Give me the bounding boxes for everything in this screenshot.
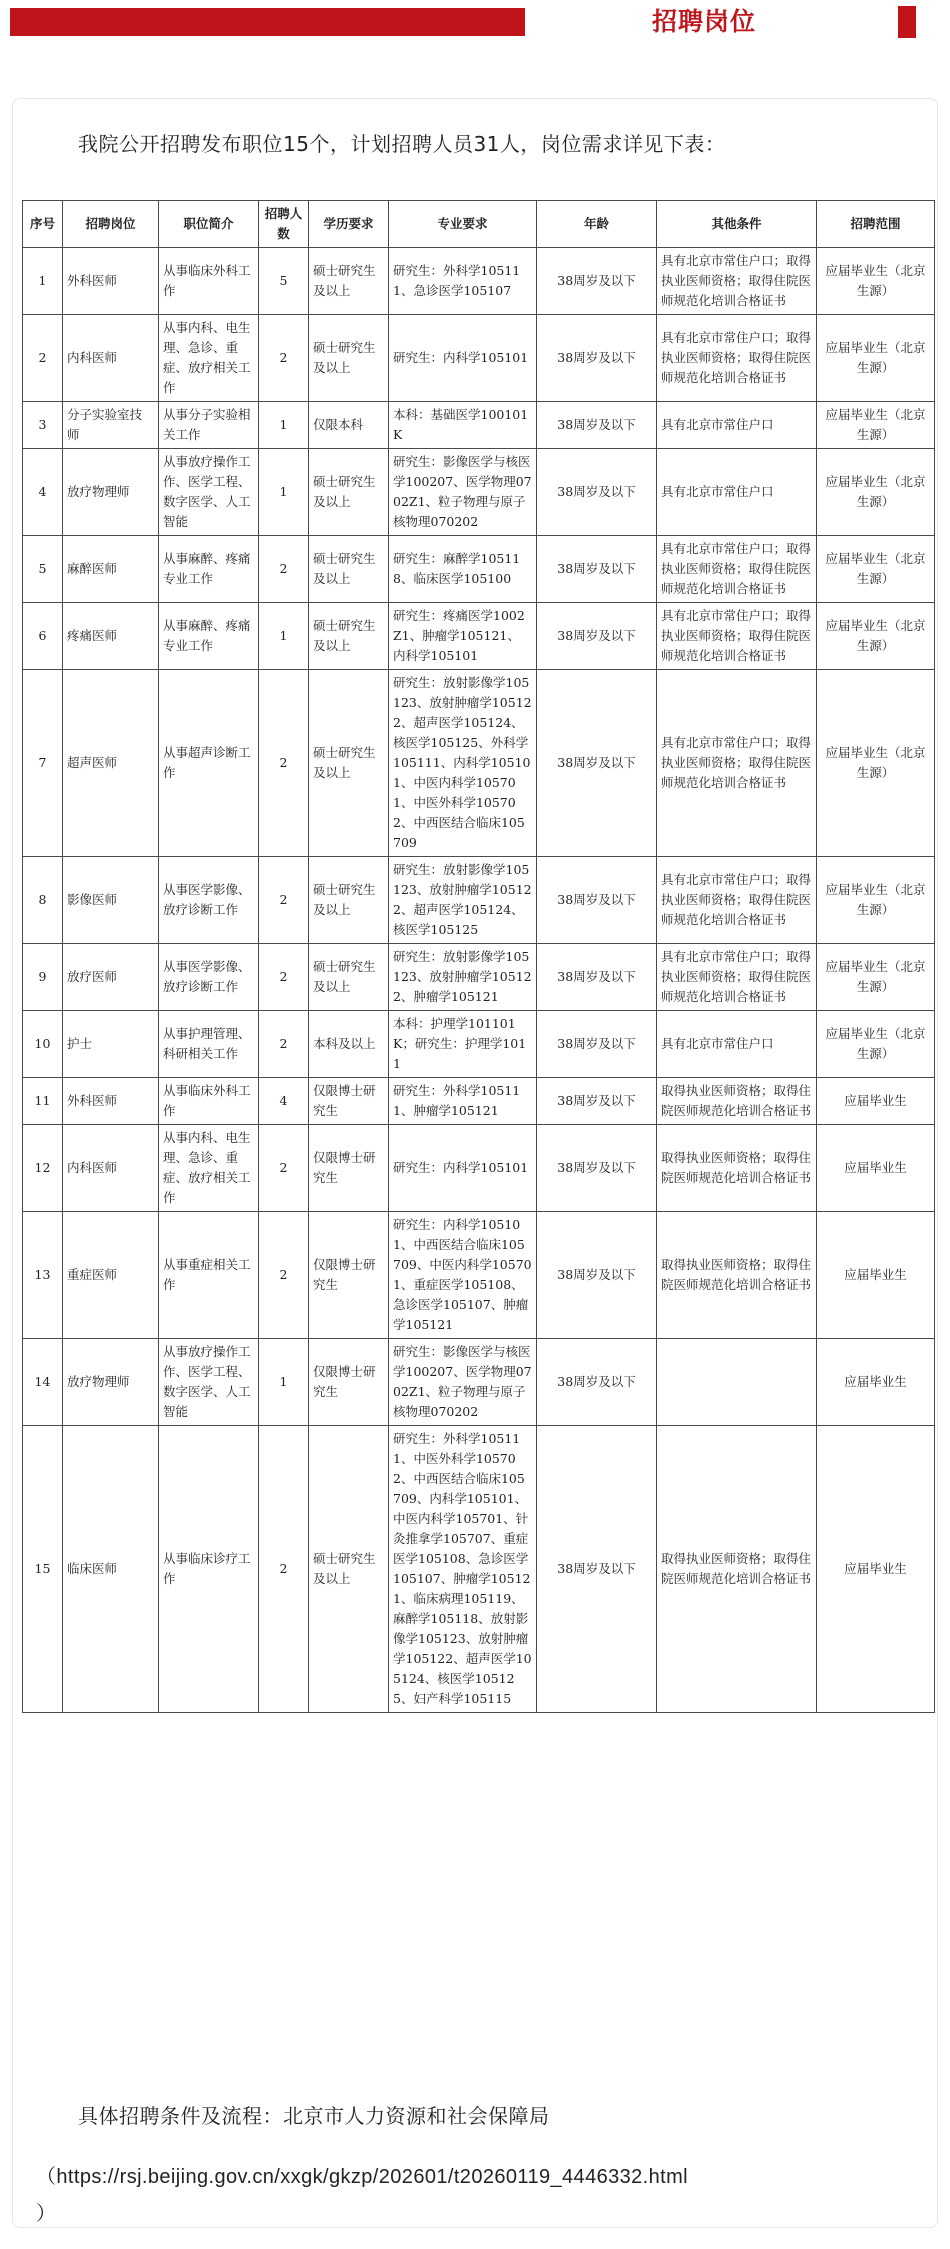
cell-age: 38周岁及以下	[537, 315, 657, 402]
cell-count: 1	[259, 449, 309, 536]
cell-education: 硕士研究生及以上	[309, 315, 389, 402]
cell-conditions: 具有北京市常住户口	[657, 1011, 817, 1078]
cell-no: 4	[23, 449, 63, 536]
cell-major: 研究生：麻醉学105118、临床医学105100	[389, 536, 537, 603]
cell-scope: 应届毕业生	[817, 1339, 935, 1426]
col-header-education: 学历要求	[309, 201, 389, 248]
cell-scope: 应届毕业生（北京生源）	[817, 1011, 935, 1078]
cell-scope: 应届毕业生（北京生源）	[817, 536, 935, 603]
cell-conditions: 具有北京市常住户口；取得执业医师资格；取得住院医师规范化培训合格证书	[657, 857, 817, 944]
intro-text: 我院公开招聘发布职位15个，计划招聘人员31人，岗位需求详见下表：	[78, 132, 726, 156]
cell-age: 38周岁及以下	[537, 1339, 657, 1426]
footer-note: 具体招聘条件及流程：北京市人力资源和社会保障局	[78, 2104, 550, 2128]
cell-conditions: 取得执业医师资格；取得住院医师规范化培训合格证书	[657, 1426, 817, 1713]
cell-position: 影像医师	[63, 857, 159, 944]
cell-age: 38周岁及以下	[537, 248, 657, 315]
cell-scope: 应届毕业生	[817, 1078, 935, 1125]
cell-description: 从事麻醉、疼痛专业工作	[159, 603, 259, 670]
cell-education: 仅限博士研究生	[309, 1212, 389, 1339]
cell-scope: 应届毕业生（北京生源）	[817, 603, 935, 670]
cell-conditions: 具有北京市常住户口；取得执业医师资格；取得住院医师规范化培训合格证书	[657, 944, 817, 1011]
cell-age: 38周岁及以下	[537, 944, 657, 1011]
cell-count: 2	[259, 1426, 309, 1713]
table-row	[23, 449, 935, 536]
table-row	[23, 1011, 935, 1078]
cell-education: 硕士研究生及以上	[309, 248, 389, 315]
cell-conditions: 具有北京市常住户口；取得执业医师资格；取得住院医师规范化培训合格证书	[657, 248, 817, 315]
col-header-conditions: 其他条件	[657, 201, 817, 248]
cell-education: 本科及以上	[309, 1011, 389, 1078]
cell-education: 仅限博士研究生	[309, 1078, 389, 1125]
cell-description: 从事放疗操作工作、医学工程、数字医学、人工智能	[159, 449, 259, 536]
cell-count: 2	[259, 670, 309, 857]
cell-conditions: 具有北京市常住户口	[657, 449, 817, 536]
cell-position: 放疗医师	[63, 944, 159, 1011]
recruitment-table	[22, 200, 935, 1713]
cell-education: 硕士研究生及以上	[309, 857, 389, 944]
cell-major: 研究生：疼痛医学1002Z1、肿瘤学105121、内科学105101	[389, 603, 537, 670]
footer-link[interactable]: （https://rsj.beijing.gov.cn/xxgk/gkzp/202601/t20260119_4446332.html	[36, 2166, 689, 2188]
cell-no: 14	[23, 1339, 63, 1426]
cell-no: 6	[23, 603, 63, 670]
cell-major: 研究生：放射影像学105123、放射肿瘤学105122、超声医学105124、核医学105125、外科学105111、内科学105101、中医内科学105701、中医外科学105702、中西医结合临床105709	[389, 670, 537, 857]
cell-description: 从事分子实验相关工作	[159, 402, 259, 449]
table-row	[23, 1426, 935, 1713]
section-header	[0, 0, 950, 48]
cell-no: 8	[23, 857, 63, 944]
cell-education: 仅限本科	[309, 402, 389, 449]
cell-conditions: 取得执业医师资格；取得住院医师规范化培训合格证书	[657, 1078, 817, 1125]
cell-education: 硕士研究生及以上	[309, 536, 389, 603]
col-header-scope: 招聘范围	[817, 201, 935, 248]
table-row	[23, 402, 935, 449]
cell-no: 15	[23, 1426, 63, 1713]
cell-major: 研究生：影像医学与核医学100207、医学物理0702Z1、粒子物理与原子核物理070202	[389, 449, 537, 536]
cell-age: 38周岁及以下	[537, 1426, 657, 1713]
cell-description: 从事内科、电生理、急诊、重症、放疗相关工作	[159, 1125, 259, 1212]
cell-education: 硕士研究生及以上	[309, 670, 389, 857]
cell-age: 38周岁及以下	[537, 603, 657, 670]
table-row	[23, 536, 935, 603]
table-row	[23, 1125, 935, 1212]
cell-no: 11	[23, 1078, 63, 1125]
cell-count: 1	[259, 603, 309, 670]
cell-age: 38周岁及以下	[537, 857, 657, 944]
cell-major: 研究生：内科学105101	[389, 1125, 537, 1212]
cell-position: 外科医师	[63, 1078, 159, 1125]
cell-no: 5	[23, 536, 63, 603]
cell-major: 研究生：放射影像学105123、放射肿瘤学105122、肿瘤学105121	[389, 944, 537, 1011]
cell-scope: 应届毕业生	[817, 1212, 935, 1339]
cell-age: 38周岁及以下	[537, 1078, 657, 1125]
cell-major: 研究生：外科学105111、中医外科学105702、中西医结合临床105709、内科学105101、中医内科学105701、针灸推拿学105707、重症医学105108、急诊医学105107、肿瘤学105121、临床病理105119、麻醉学105118、放射影像学105123、放射肿瘤学105122、超声医学105124、核医学105125、妇产科学105115	[389, 1426, 537, 1713]
cell-count: 2	[259, 857, 309, 944]
cell-position: 疼痛医师	[63, 603, 159, 670]
col-header-age: 年龄	[537, 201, 657, 248]
cell-scope: 应届毕业生	[817, 1426, 935, 1713]
table-row	[23, 670, 935, 857]
cell-description: 从事放疗操作工作、医学工程、数字医学、人工智能	[159, 1339, 259, 1426]
cell-education: 仅限博士研究生	[309, 1125, 389, 1212]
footer-link-close: ）	[36, 2203, 56, 2225]
cell-description: 从事麻醉、疼痛专业工作	[159, 536, 259, 603]
cell-position: 超声医师	[63, 670, 159, 857]
cell-conditions: 具有北京市常住户口	[657, 402, 817, 449]
cell-scope: 应届毕业生（北京生源）	[817, 944, 935, 1011]
cell-major: 研究生：外科学105111、肿瘤学105121	[389, 1078, 537, 1125]
cell-count: 5	[259, 248, 309, 315]
header-red-tab	[898, 6, 916, 38]
cell-scope: 应届毕业生（北京生源）	[817, 402, 935, 449]
cell-major: 研究生：内科学105101	[389, 315, 537, 402]
cell-education: 硕士研究生及以上	[309, 944, 389, 1011]
cell-no: 12	[23, 1125, 63, 1212]
cell-age: 38周岁及以下	[537, 1125, 657, 1212]
cell-description: 从事临床诊疗工作	[159, 1426, 259, 1713]
cell-description: 从事超声诊断工作	[159, 670, 259, 857]
cell-conditions: 具有北京市常住户口；取得执业医师资格；取得住院医师规范化培训合格证书	[657, 670, 817, 857]
col-header-position: 招聘岗位	[63, 201, 159, 248]
cell-position: 重症医师	[63, 1212, 159, 1339]
table-row	[23, 944, 935, 1011]
col-header-major: 专业要求	[389, 201, 537, 248]
cell-count: 2	[259, 536, 309, 603]
col-header-no: 序号	[23, 201, 63, 248]
header-red-bar	[10, 8, 525, 36]
table-row	[23, 603, 935, 670]
cell-count: 1	[259, 1339, 309, 1426]
table-row	[23, 1212, 935, 1339]
cell-position: 分子实验室技师	[63, 402, 159, 449]
cell-scope: 应届毕业生	[817, 1125, 935, 1212]
cell-description: 从事医学影像、放疗诊断工作	[159, 944, 259, 1011]
cell-education: 仅限博士研究生	[309, 1339, 389, 1426]
cell-position: 外科医师	[63, 248, 159, 315]
cell-conditions: 具有北京市常住户口；取得执业医师资格；取得住院医师规范化培训合格证书	[657, 536, 817, 603]
cell-count: 2	[259, 1011, 309, 1078]
cell-count: 1	[259, 402, 309, 449]
cell-education: 硕士研究生及以上	[309, 603, 389, 670]
cell-major: 研究生：影像医学与核医学100207、医学物理0702Z1、粒子物理与原子核物理070202	[389, 1339, 537, 1426]
cell-no: 7	[23, 670, 63, 857]
cell-no: 9	[23, 944, 63, 1011]
table-header-row	[23, 201, 935, 248]
cell-no: 10	[23, 1011, 63, 1078]
cell-description: 从事重症相关工作	[159, 1212, 259, 1339]
cell-major: 研究生：内科学105101、中西医结合临床105709、中医内科学105701、重症医学105108、急诊医学105107、肿瘤学105121	[389, 1212, 537, 1339]
cell-age: 38周岁及以下	[537, 1212, 657, 1339]
cell-education: 硕士研究生及以上	[309, 1426, 389, 1713]
cell-position: 护士	[63, 1011, 159, 1078]
cell-age: 38周岁及以下	[537, 670, 657, 857]
cell-scope: 应届毕业生（北京生源）	[817, 315, 935, 402]
cell-description: 从事医学影像、放疗诊断工作	[159, 857, 259, 944]
cell-no: 1	[23, 248, 63, 315]
cell-count: 4	[259, 1078, 309, 1125]
cell-conditions: 具有北京市常住户口；取得执业医师资格；取得住院医师规范化培训合格证书	[657, 603, 817, 670]
table-row	[23, 857, 935, 944]
col-header-description: 职位简介	[159, 201, 259, 248]
table-row	[23, 248, 935, 315]
cell-count: 2	[259, 1212, 309, 1339]
cell-position: 麻醉医师	[63, 536, 159, 603]
cell-no: 3	[23, 402, 63, 449]
cell-no: 13	[23, 1212, 63, 1339]
cell-no: 2	[23, 315, 63, 402]
cell-position: 放疗物理师	[63, 1339, 159, 1426]
cell-scope: 应届毕业生（北京生源）	[817, 670, 935, 857]
cell-scope: 应届毕业生（北京生源）	[817, 248, 935, 315]
cell-count: 2	[259, 944, 309, 1011]
col-header-count: 招聘人数	[259, 201, 309, 248]
cell-age: 38周岁及以下	[537, 449, 657, 536]
table-row	[23, 1339, 935, 1426]
cell-major: 本科：护理学101101K；研究生：护理学1011	[389, 1011, 537, 1078]
section-title: 招聘岗位	[652, 7, 757, 36]
cell-description: 从事内科、电生理、急诊、重症、放疗相关工作	[159, 315, 259, 402]
table-row	[23, 1078, 935, 1125]
cell-age: 38周岁及以下	[537, 402, 657, 449]
cell-scope: 应届毕业生（北京生源）	[817, 449, 935, 536]
cell-position: 内科医师	[63, 315, 159, 402]
cell-age: 38周岁及以下	[537, 536, 657, 603]
cell-position: 内科医师	[63, 1125, 159, 1212]
cell-conditions: 取得执业医师资格；取得住院医师规范化培训合格证书	[657, 1212, 817, 1339]
cell-major: 研究生：外科学105111、急诊医学105107	[389, 248, 537, 315]
cell-conditions: 具有北京市常住户口；取得执业医师资格；取得住院医师规范化培训合格证书	[657, 315, 817, 402]
cell-count: 2	[259, 1125, 309, 1212]
cell-conditions	[657, 1339, 817, 1426]
cell-scope: 应届毕业生（北京生源）	[817, 857, 935, 944]
cell-description: 从事护理管理、科研相关工作	[159, 1011, 259, 1078]
cell-major: 本科：基础医学100101K	[389, 402, 537, 449]
cell-age: 38周岁及以下	[537, 1011, 657, 1078]
cell-position: 临床医师	[63, 1426, 159, 1713]
cell-education: 硕士研究生及以上	[309, 449, 389, 536]
cell-description: 从事临床外科工作	[159, 248, 259, 315]
cell-conditions: 取得执业医师资格；取得住院医师规范化培训合格证书	[657, 1125, 817, 1212]
cell-description: 从事临床外科工作	[159, 1078, 259, 1125]
cell-position: 放疗物理师	[63, 449, 159, 536]
cell-major: 研究生：放射影像学105123、放射肿瘤学105122、超声医学105124、核医学105125	[389, 857, 537, 944]
cell-count: 2	[259, 315, 309, 402]
table-row	[23, 315, 935, 402]
